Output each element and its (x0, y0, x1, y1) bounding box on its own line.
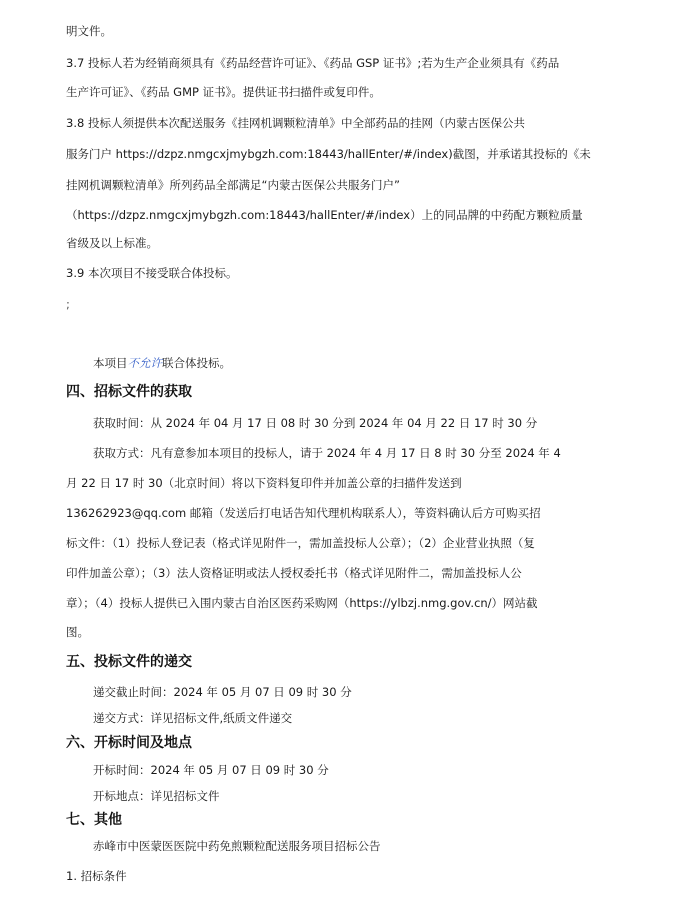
clause-3-8-line-3: 挂网机调颗粒清单》所列药品全部满足“内蒙古医保公共服务门户” (66, 178, 400, 192)
clause-3-8-line-2: 服务门户 https://dzpz.nmgcxjmybgzh.com:18443/hallEnter/#/index)截图，并承诺其投标的《未 (66, 147, 591, 161)
opening-location: 开标地点：详见招标文件 (93, 789, 220, 803)
joint-bid-statement (93, 355, 683, 371)
acquisition-method-line-1: 获取方式：凡有意参加本项目的投标人，请于 2024 年 4 月 17 日 8 时 30 分至 2024 年 4 (93, 446, 561, 460)
section-heading-6: 六、开标时间及地点 (66, 735, 192, 751)
section-heading-5: 五、投标文件的递交 (66, 654, 192, 670)
joint-bid-suffix: 联合体投标。 (162, 356, 231, 370)
clause-3-7-line-1: 3.7 投标人若为经销商须具有《药品经营许可证》、《药品 GSP 证书》;若为生产企业须具有《药品 (66, 56, 560, 70)
acquisition-time: 获取时间：从 2024 年 04 月 17 日 08 时 30 分到 2024 年 04 月 22 日 17 时 30 分 (93, 416, 538, 430)
joint-bid-not-allowed: 不允许 (127, 356, 162, 370)
acquisition-method-line-2: 月 22 日 17 时 30（北京时间）将以下资料复印件并加盖公章的扫描件发送到 (66, 476, 462, 490)
section-heading-4: 四、招标文件的获取 (66, 384, 192, 400)
acquisition-method-line-7: 图。 (66, 625, 89, 639)
tender-conditions-heading: 1. 招标条件 (66, 869, 127, 883)
opening-time: 开标时间：2024 年 05 月 07 日 09 时 30 分 (93, 763, 329, 777)
clause-3-8-line-4: （https://dzpz.nmgcxjmybgzh.com:18443/hallEnter/#/index）上的同品牌的中药配方颗粒质量 (66, 208, 583, 222)
acquisition-method-line-6: 章）；（4）投标人提供已入围内蒙古自治区医药采购网（https://ylbzj.nmg.gov.cn/）网站截 (66, 596, 538, 610)
acquisition-method-line-3: 136262923@qq.com 邮箱（发送后打电话告知代理机构联系人），等资料确认后方可购买招 (66, 506, 541, 520)
clause-3-7-line-2: 生产许可证》、《药品 GMP 证书》。提供证书扫描件或复印件。 (66, 85, 381, 99)
submission-method: 递交方式：详见招标文件,纸质文件递交 (93, 711, 293, 725)
clause-3-8-line-1: 3.8 投标人须提供本次配送服务《挂网机调颗粒清单》中全部药品的挂网（内蒙古医保公共 (66, 116, 525, 130)
section-heading-7: 七、其他 (66, 812, 122, 828)
announcement-title: 赤峰市中医蒙医医院中药免煎颗粒配送服务项目招标公告 (93, 839, 381, 853)
submission-deadline: 递交截止时间：2024 年 05 月 07 日 09 时 30 分 (93, 685, 352, 699)
clause-3-8-line-5: 省级及以上标准。 (66, 236, 158, 250)
stray-semicolon: ; (66, 297, 70, 311)
text-line-continuation: 明文件。 (66, 24, 112, 38)
joint-bid-prefix: 本项目 (93, 356, 128, 370)
acquisition-method-line-5: 印件加盖公章）；（3）法人资格证明或法人授权委托书（格式详见附件二，需加盖投标人公 (66, 566, 522, 580)
acquisition-method-line-4: 标文件：（1）投标人登记表（格式详见附件一，需加盖投标人公章）；（2）企业营业执照（复 (66, 536, 535, 550)
clause-3-9: 3.9 本次项目不接受联合体投标。 (66, 266, 238, 280)
